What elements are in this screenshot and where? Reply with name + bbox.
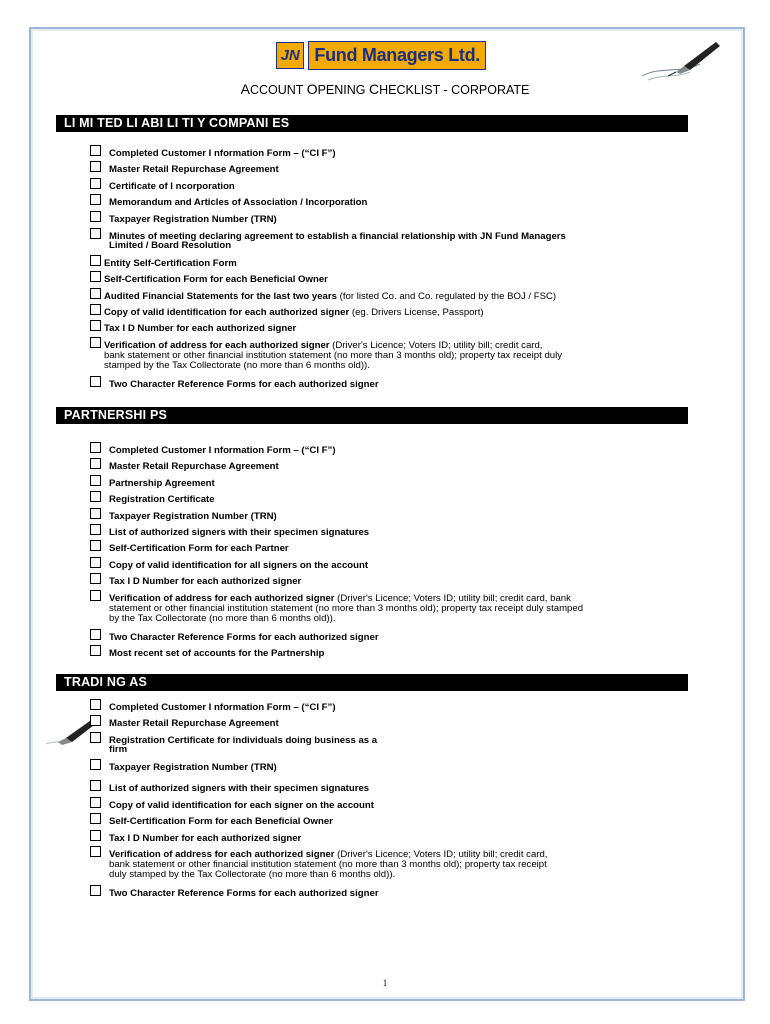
checkbox[interactable] (90, 376, 101, 387)
section-header-partnerships: PARTNERSHI PS (56, 407, 688, 424)
checkbox[interactable] (90, 304, 101, 315)
item-continuation: bank statement or other financial institution statement (no more than 3 months old); property tax receipt (109, 859, 547, 870)
company-logo (276, 41, 486, 70)
section-header-trading-as: TRADI NG AS (56, 674, 688, 691)
checkbox[interactable] (90, 442, 101, 453)
checkbox[interactable] (90, 475, 101, 486)
checkbox[interactable] (90, 557, 101, 568)
checkbox[interactable] (90, 732, 101, 743)
fountain-pen-icon (640, 36, 722, 82)
logo-text: Fund Managers Ltd. (308, 41, 486, 70)
checkbox[interactable] (90, 271, 101, 282)
checkbox[interactable] (90, 524, 101, 535)
checkbox[interactable] (90, 194, 101, 205)
item-continuation: bank statement or other financial institution statement (no more than 3 months old); property tax receipt duly (104, 350, 563, 361)
checkbox[interactable] (90, 255, 101, 266)
item-continuation: stamped by the Tax Collectorate (no more than 6 months old)). (104, 360, 370, 371)
checkbox[interactable] (90, 508, 101, 519)
item-continuation: statement or other financial institution statement (no more than 3 months old); property tax receipt duly stamped (109, 603, 584, 614)
checkbox[interactable] (90, 337, 101, 348)
checkbox[interactable] (90, 759, 101, 770)
checkbox[interactable] (90, 211, 101, 222)
checkbox[interactable] (90, 699, 101, 710)
checkbox[interactable] (90, 288, 101, 299)
checkbox[interactable] (90, 846, 101, 857)
checkbox[interactable] (90, 573, 101, 584)
logo-mark: JN (276, 42, 304, 69)
page-number: 1 (382, 978, 388, 988)
item-continuation: by the Tax Collectorate (no more than 6 months old)). (109, 613, 336, 624)
checkbox[interactable] (90, 780, 101, 791)
checkbox[interactable] (90, 178, 101, 189)
item-continuation: Limited / Board Resolution (109, 240, 232, 251)
checkbox[interactable] (90, 830, 101, 841)
item-continuation: duly stamped by the Tax Collectorate (no more than 6 months old)). (109, 869, 396, 880)
checkbox[interactable] (90, 813, 101, 824)
checkbox[interactable] (90, 797, 101, 808)
checkbox[interactable] (90, 458, 101, 469)
checkbox[interactable] (90, 629, 101, 640)
checkbox[interactable] (90, 228, 101, 239)
checkbox[interactable] (90, 145, 101, 156)
item-continuation: firm (109, 744, 128, 755)
checkbox[interactable] (90, 715, 101, 726)
checkbox[interactable] (90, 320, 101, 331)
checkbox[interactable] (90, 590, 101, 601)
checkbox[interactable] (90, 645, 101, 656)
section-header-llc: LI MI TED LI ABI LI TI Y COMPANI ES (56, 115, 688, 132)
checkbox[interactable] (90, 491, 101, 502)
checkbox[interactable] (90, 161, 101, 172)
checkbox[interactable] (90, 540, 101, 551)
document-title: ACCOUNT OPENING CHECKLIST - CORPORATE (240, 81, 530, 97)
checkbox[interactable] (90, 885, 101, 896)
